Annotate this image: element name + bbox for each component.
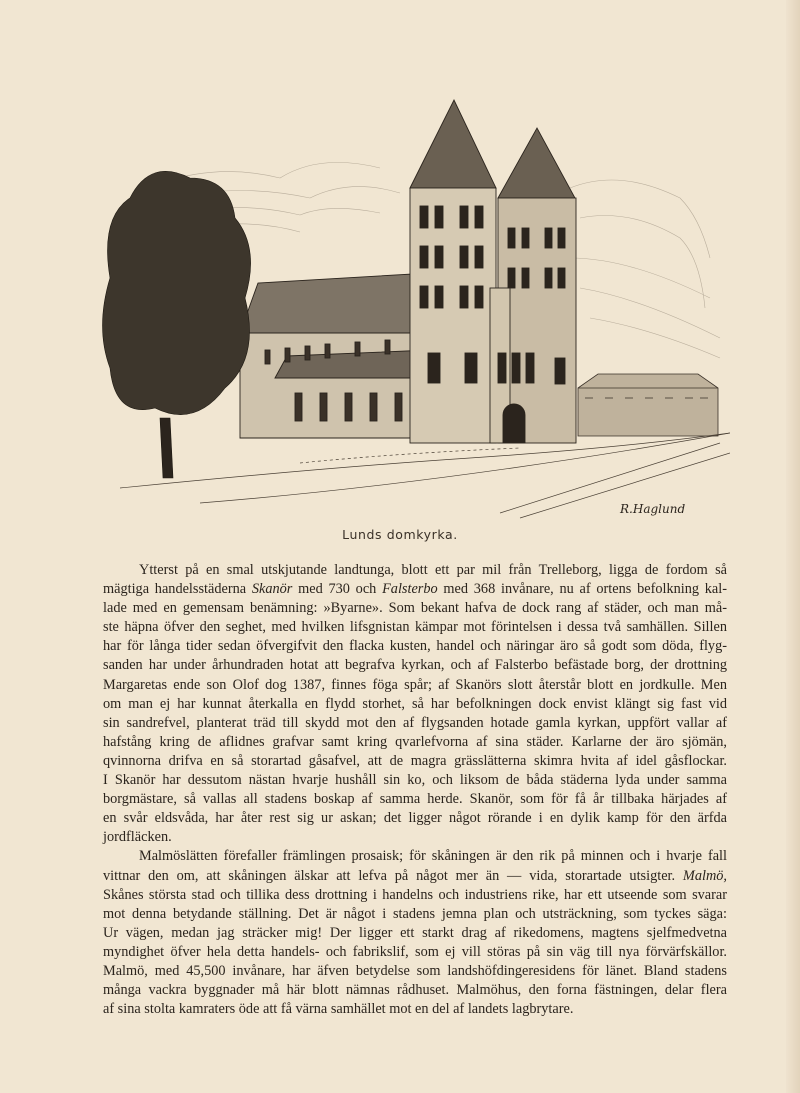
text-line <box>103 828 727 847</box>
text-line <box>103 905 727 924</box>
text-segment: qvinnorna drifva en så storartad gåsafvel, att de magra grässlätterna skimra hvita af idel gåsflockar. <box>103 752 727 769</box>
page-edge <box>786 0 800 1093</box>
text-line <box>103 924 727 943</box>
text-line <box>103 733 727 752</box>
text-line <box>103 656 727 675</box>
italic-place-name: Malmö, <box>682 867 727 884</box>
tree-left <box>103 171 251 478</box>
text-line <box>103 847 727 866</box>
text-line <box>103 676 727 695</box>
text-segment: sin sandrefvel, planterat träd till skydd mot den af flygsanden hotade gamla kyrkan, uppfört vallar af <box>103 714 727 731</box>
body-text <box>103 561 727 1019</box>
houses-right <box>578 374 718 436</box>
text-line <box>103 790 727 809</box>
text-segment: Margaretas ende son Olof dog 1387, finnes föga spår; af Skanörs slott återstår blott en jordkulle. Men <box>103 676 727 693</box>
text-line <box>103 752 727 771</box>
text-segment: Ur vägen, medan jag sträcker mig! Der ligger ett starkt drag af rikedomens, magtens sjelfmedvetna <box>103 924 727 941</box>
text-segment: en svår eldsvåda, har åter rest sig ur askan; det ligger något rörande i en dylik kamp för den ärfda <box>103 810 727 827</box>
text-segment: lade med en gemensam benämning: »Byarne». Som bekant hafva de dock rang af städer, och man må- <box>103 600 727 617</box>
text-line <box>103 962 727 981</box>
text-line <box>103 771 727 790</box>
text-segment: om man ej har kunnat återkalla en flydd storhet, så har befolkningen dock envist klängt sig fast vid <box>103 695 727 712</box>
text-segment: jordfläcken. <box>103 829 172 846</box>
text-segment: sanden har under århundraden hotat att begrafva kyrkan, och af Falsterbo befästade borg, der drottning <box>103 657 727 674</box>
text-line <box>103 714 727 733</box>
text-segment: många vackra byggnader må här blott nämnas rådhuset. Malmöhus, den forna fästningen, delar flera <box>103 982 727 999</box>
italic-place-name: Skanör <box>251 581 293 598</box>
text-segment: Ytterst på en smal utskjutande landtunga, blott ett par mil från Trelleborg, ligga de fordom så <box>139 562 727 578</box>
text-line <box>103 981 727 1000</box>
text-line <box>103 943 727 962</box>
italic-place-name: Falsterbo <box>382 581 438 598</box>
church-west-front <box>410 100 576 443</box>
text-segment: med 368 invånare, nu af ortens befolkning kal- <box>437 581 727 598</box>
text-segment: borgmästare, så vallas all stadens boskap af samma herde. Skanör, som för få år tillbaka härjades af <box>103 791 727 808</box>
text-segment: mot denna betydande ställning. Det är något i stadens jemna plan och utsträckning, som tyckes säga: <box>103 905 727 922</box>
text-segment: vittnar den om, att skåningen älskar att lefva på något mer än — vida, storartade utsigter. <box>103 867 683 884</box>
paragraph <box>103 561 727 847</box>
text-segment: Skånes största stad och tillika dess drottning i handelns och industriens rike, har ett utseende som svarar <box>103 886 727 903</box>
text-segment: med 730 och <box>292 581 383 598</box>
text-line <box>103 637 727 656</box>
text-segment: af sina stolta kamraters öde att få värna samhället mot en del af landets lagbrytare. <box>103 1001 574 1018</box>
text-line <box>103 618 727 637</box>
text-line <box>103 809 727 828</box>
text-segment: I Skanör har dessutom nästan hvarje hushåll sin ko, och liksom de båda städerna lyda under samma <box>103 772 727 789</box>
text-segment: mägtiga handelsstäderna <box>103 581 252 598</box>
text-line <box>103 695 727 714</box>
text-line <box>103 1000 727 1019</box>
text-segment: har för långa tider sedan öfvergifvit den flacka kusten, handel och näringar äro så godt som döda, flyg- <box>103 638 727 655</box>
illustration-caption: Lunds domkyrka. <box>342 527 458 542</box>
text-segment: ste häpna öfver den seghet, med hvilken lifsgnistan kämpar mot förintelsen i dessa två samhällen. Sillen <box>103 619 727 636</box>
paragraph <box>103 847 727 1019</box>
church-nave <box>240 273 430 438</box>
text-line <box>103 580 727 599</box>
text-line <box>103 886 727 905</box>
artist-signature: R.Haglund <box>620 502 686 516</box>
text-line <box>103 561 727 580</box>
text-segment: myndighet öfver hela detta handels- och fabrikslif, som ej vill störas på sin väg till nya förvärfskällor. <box>103 943 727 960</box>
text-line <box>103 599 727 618</box>
text-line <box>103 867 727 886</box>
cathedral-engraving <box>100 88 730 520</box>
text-segment: Malmö, med 45,500 invånare, har äfven betydelse som landshöfdingeresidens för länet. Bland stadens <box>103 962 727 979</box>
text-segment: hafstång kring de aflidnes grafvar samt kring qvarlefvorna af sina städer. Karlarne der äro sjömän, <box>103 733 727 750</box>
text-segment: Malmöslätten förefaller främlingen prosaisk; för skåningen är den rik på minnen och i hvarje fall <box>139 848 727 865</box>
